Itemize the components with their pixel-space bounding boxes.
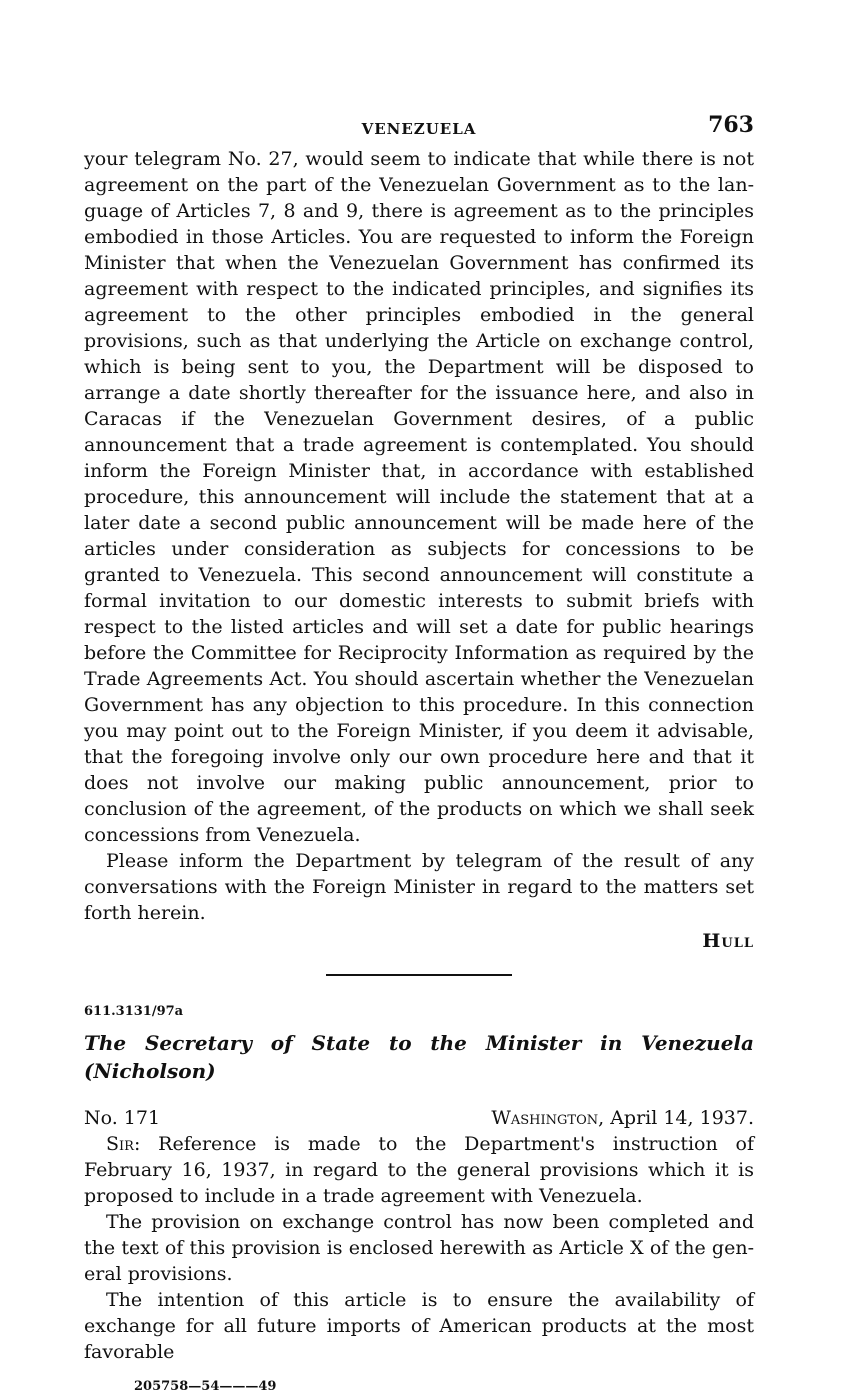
signature: Hull: [702, 930, 754, 952]
instruction-paragraph-2: The provision on exchange control has now been completed and the text of this provision is enclosed herewith as Article X of the general provisions.: [84, 1211, 754, 1285]
document-heading: The Secretary of State to the Minister in Venezuela (Nicholson): [84, 1031, 754, 1083]
place: Washington: [491, 1107, 599, 1129]
instruction-paragraph-3: The intention of this article is to ensure the availability of exchange for all future imports of American products at the most favorable: [84, 1289, 754, 1363]
running-head: VENEZUELA: [361, 120, 477, 138]
instruction-body: [84, 1131, 754, 1365]
document-page: [84, 110, 754, 1394]
instruction-paragraph-1-text: : Reference is made to the Department's instruction of February 16, 1937, in regard to the general provisions which it is proposed to include in a trade agreement with Venezuela.: [84, 1133, 754, 1207]
instruction-number: No. 171: [84, 1107, 161, 1129]
place-date: [491, 1105, 754, 1131]
section-divider: [326, 974, 512, 976]
dateline: [84, 1105, 754, 1131]
page-number: 763: [708, 112, 754, 138]
instruction-paragraph-1: [84, 1131, 754, 1209]
file-number: 611.3131/97a: [84, 1004, 184, 1019]
body-paragraph-2: Please inform the Department by telegram of the result of any conversations with the Foreign Minister in regard to the matters set forth herein.: [84, 850, 754, 924]
letter-body: [84, 146, 754, 926]
print-code: 205758—54———49: [134, 1379, 277, 1394]
salutation: Sir: [106, 1133, 134, 1155]
page-header: [84, 110, 754, 146]
date: , April 14, 1937.: [598, 1107, 754, 1129]
body-paragraph-1: your telegram No. 27, would seem to indicate that while there is not agreement on the part of the Venezuelan Government as to the language of Articles 7, 8 and 9, there is agreement as to the principles embodied in those Articles. You are requested to inform the Foreign Minister that when the Venezuelan Government has confirmed its agreement with respect to the indicated principles, and signifies its agreement to the other principles embodied in the general provisions, such as that underlying the Article on exchange control, which is being sent to you, the Department will be disposed to arrange a date shortly thereafter for the issuance here, and also in Caracas if the Venezuelan Government desires, of a public announcement that a trade agreement is contemplated. You should inform the Foreign Minister that, in accordance with established procedure, this announcement will include the statement that at a later date a second public announcement will be made here of the articles under consideration as subjects for concessions to be granted to Venezuela. This second announcement will constitute a formal invitation to our domestic interests to submit briefs with respect to the listed articles and will set a date for public hearings before the Committee for Reciprocity Information as required by the Trade Agreements Act. You should ascertain whether the Venezuelan Government has any objection to this procedure. In this connection you may point out to the Foreign Minister, if you deem it advisable, that the foregoing involve only our own procedure here and that it does not involve our making public announcement, prior to conclusion of the agreement, of the products on which we shall seek concessions from Venezuela.: [84, 148, 754, 846]
